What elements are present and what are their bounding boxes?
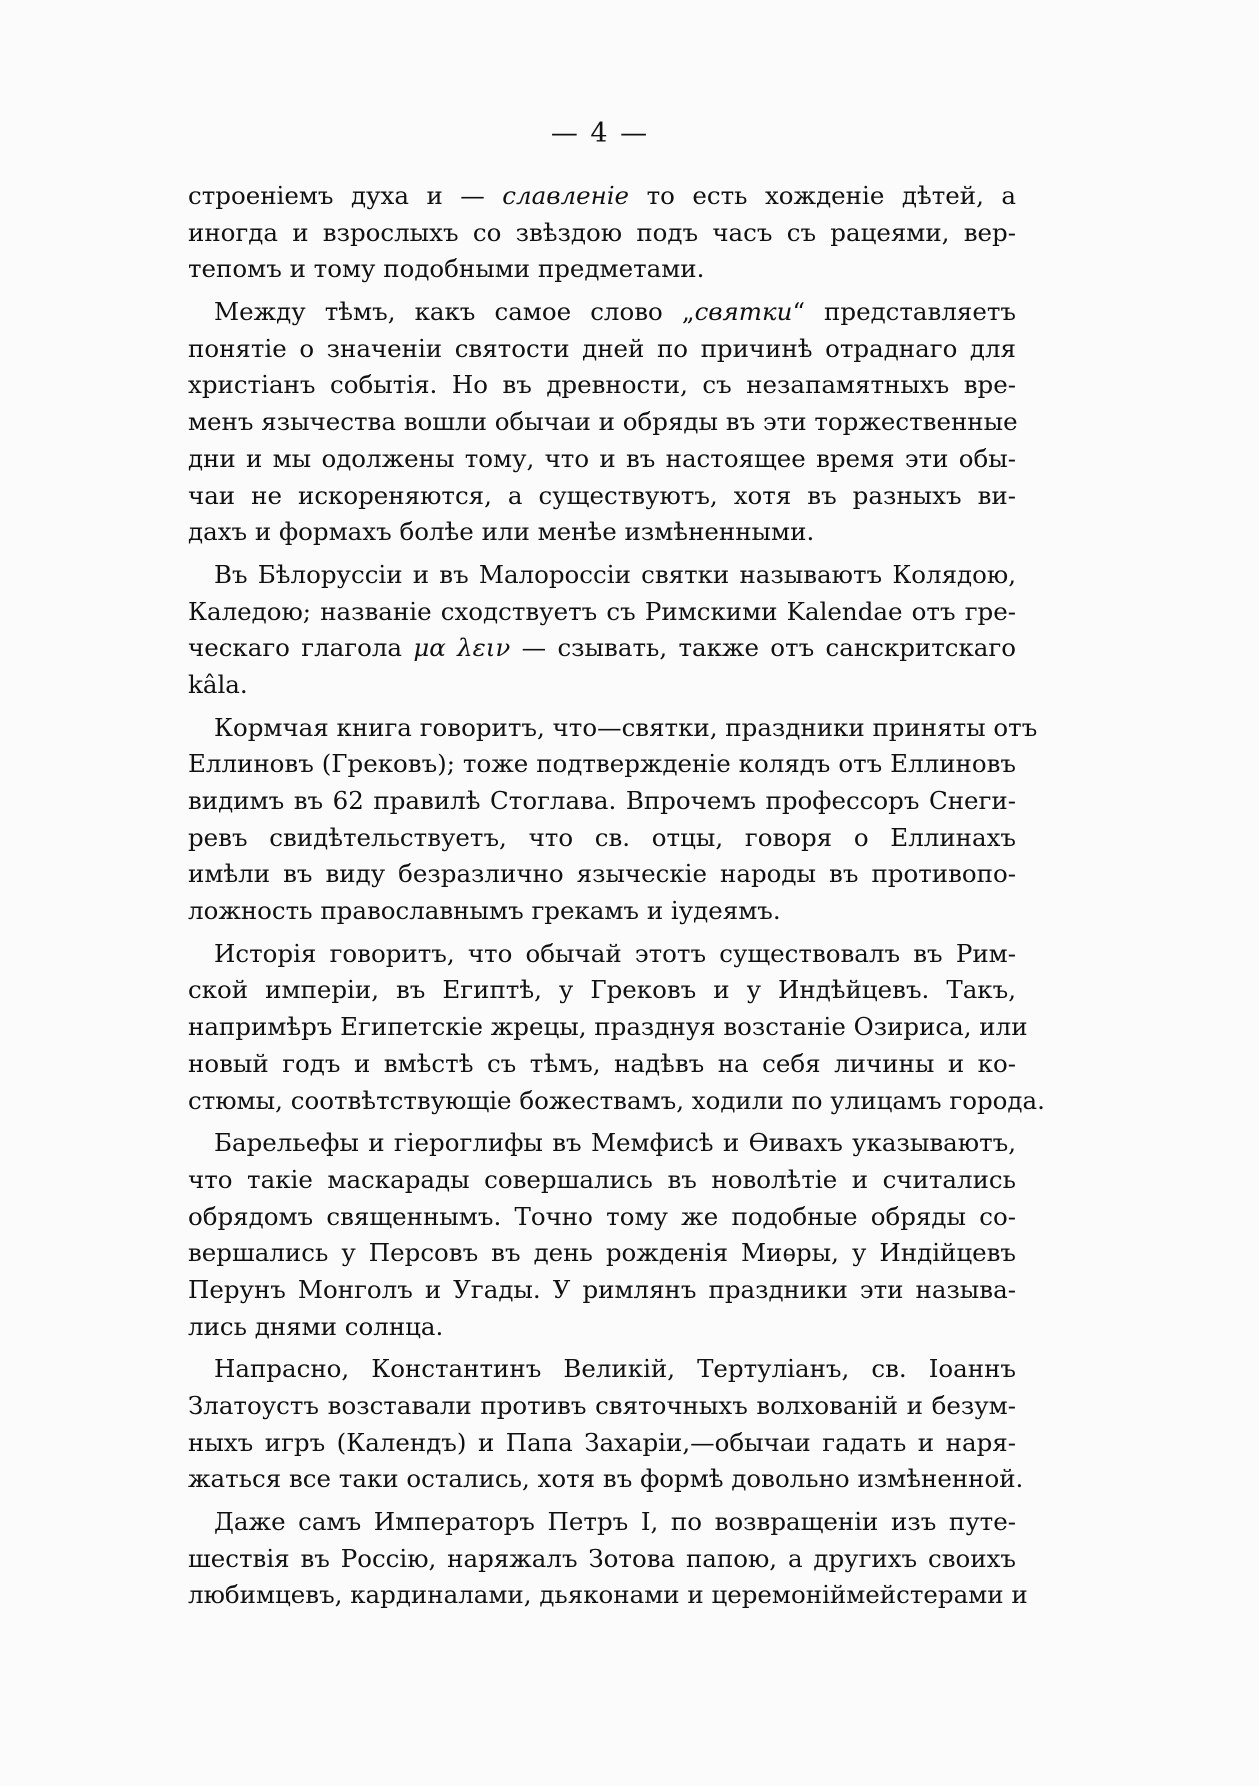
- text-line: [188, 1504, 1016, 1541]
- text-line: [188, 972, 1016, 1009]
- text-line: [188, 1125, 1016, 1162]
- text-run: ложность православнымъ грекамъ и іудеямъ.: [188, 896, 781, 926]
- text-line: [188, 367, 1016, 404]
- text-line: [188, 856, 1016, 893]
- text-line: [188, 746, 1016, 783]
- italic-term: μα λειν: [413, 633, 511, 663]
- text-run: Златоустъ возставали противъ святочныхъ волхованій и безум-: [188, 1391, 1016, 1420]
- text-line: [188, 1388, 1016, 1425]
- text-line: [188, 331, 1016, 368]
- text-run: kâla.: [188, 669, 248, 699]
- text-line: [188, 630, 1016, 667]
- text-line: [188, 1162, 1016, 1199]
- text-run: чаи не искореняются, а существуютъ, хотя въ разныхъ ви-: [188, 480, 1016, 510]
- text-run: Даже самъ Императоръ Петръ I, по возвращеніи изъ путе-: [214, 1507, 1016, 1537]
- text-run: дни и мы одолжены тому, что и въ настоящее время эти обы-: [188, 443, 1016, 473]
- paragraph: [188, 178, 1016, 288]
- text-line: [188, 404, 1016, 441]
- text-line: [188, 1199, 1016, 1236]
- text-run: обрядомъ священнымъ. Точно тому же подобные обряды со-: [188, 1201, 1016, 1231]
- text-run: Каледою; названіе сходствуетъ съ Римскими Kalendae отъ гре-: [188, 596, 1016, 626]
- text-run: напримѣръ Египетскіе жрецы, празднуя возстаніе Озириса, или: [188, 1012, 1028, 1042]
- text-line: [188, 1541, 1016, 1578]
- text-run: Между тѣмъ, какъ самое слово „: [214, 297, 695, 327]
- text-run: строеніемъ духа и —: [188, 181, 503, 210]
- text-run: Въ Бѣлоруссіи и въ Малороссіи святки называютъ Колядою,: [214, 559, 1016, 589]
- text-line: [188, 1272, 1016, 1309]
- text-run: вершались у Персовъ въ день рожденія Миѳры, у Индійцевъ: [188, 1238, 1016, 1268]
- text-line: [188, 710, 1038, 747]
- text-line: [188, 667, 1016, 704]
- text-line: [188, 1461, 1024, 1498]
- text-line: [188, 294, 1016, 331]
- paragraph: [188, 557, 1016, 704]
- text-line: [188, 1309, 1016, 1346]
- paragraph: [188, 710, 1038, 930]
- text-run: Еллиновъ (Грековъ); тоже подтвержденіе колядъ отъ Еллиновъ: [188, 749, 1016, 779]
- paragraph: [188, 1125, 1016, 1345]
- text-line: [188, 1046, 1016, 1083]
- italic-term: святки: [694, 297, 793, 327]
- text-line: [188, 514, 1016, 551]
- text-line: [188, 178, 1016, 215]
- text-run: имѣли въ виду безразлично языческіе народы въ противопо-: [188, 859, 1016, 889]
- page-number: — 4 —: [550, 118, 650, 149]
- text-run: любимцевъ, кардиналами, дьяконами и церемонiймейстерами и: [188, 1580, 1028, 1610]
- text-run: Перунъ Монголъ и Угады. У римлянъ праздники эти называ-: [188, 1274, 1016, 1304]
- text-run: жаться все таки остались, хотя въ формѣ довольно измѣненной.: [188, 1464, 1024, 1494]
- text-run: дахъ и формахъ болѣе или менѣе измѣненными.: [188, 517, 815, 547]
- text-run: тепомъ и тому подобными предметами.: [188, 254, 705, 284]
- text-line: [188, 1577, 1028, 1614]
- body-text: [188, 178, 1045, 1614]
- text-line: [188, 478, 1016, 515]
- text-run: стюмы, соотвѣтствующіе божествамъ, ходили по улицамъ города.: [188, 1085, 1045, 1115]
- text-run: видимъ въ 62 правилѣ Стоглава. Впрочемъ профессоръ Снеги-: [188, 786, 1016, 815]
- text-run: ческаго глагола: [188, 633, 414, 663]
- text-line: [188, 1425, 1016, 1462]
- text-run: лись днями солнца.: [188, 1311, 444, 1341]
- text-line: [188, 251, 1016, 288]
- text-run: менъ язычества вошли обычаи и обряды въ эти торжественные: [188, 407, 1018, 437]
- text-line: [188, 557, 1016, 594]
- text-run: иногда и взрослыхъ со звѣздою подъ часъ съ рацеями, вер-: [188, 217, 1016, 247]
- text-line: [188, 1083, 1045, 1120]
- text-line: [188, 783, 1016, 820]
- text-line: [188, 936, 1016, 973]
- text-line: [188, 594, 1016, 631]
- paragraph: [188, 1504, 1028, 1614]
- text-line: [188, 893, 1016, 930]
- text-line: [188, 441, 1016, 478]
- text-line: [188, 1235, 1016, 1272]
- paragraph: [188, 294, 1016, 551]
- text-run: “ представляетъ: [792, 297, 1016, 327]
- text-run: шествія въ Россію, наряжалъ Зотова папою, а другихъ своихъ: [188, 1543, 1016, 1573]
- italic-term: славленіе: [502, 181, 630, 210]
- text-run: Исторія говоритъ, что обычай этотъ существовалъ въ Рим-: [214, 938, 1016, 968]
- text-run: ныхъ игръ (Календъ) и Папа Захаріи,—обычаи гадать и наря-: [188, 1427, 1016, 1457]
- text-run: новый годъ и вмѣстѣ съ тѣмъ, надѣвъ на себя личины и ко-: [188, 1048, 1016, 1078]
- text-line: [188, 215, 1016, 252]
- text-run: — сзывать, также отъ санскритскаго: [510, 633, 1016, 663]
- paragraph: [188, 1351, 1024, 1498]
- text-line: [188, 1351, 1016, 1388]
- text-run: что такіе маскарады совершались въ новолѣтіе и считались: [188, 1164, 1016, 1194]
- text-line: [188, 820, 1016, 857]
- text-line: [188, 1009, 1028, 1046]
- text-run: христіанъ событія. Но въ древности, съ незапамятныхъ вре-: [188, 370, 1016, 400]
- text-run: Напрасно, Константинъ Великій, Тертуліанъ, св. Іоаннъ: [214, 1354, 1016, 1384]
- text-run: Кормчая книга говоритъ, что—святки, праздники приняты отъ: [214, 712, 1038, 742]
- text-run: ревъ свидѣтельствуетъ, что св. отцы, говоря о Еллинахъ: [188, 822, 1016, 852]
- text-run: понятіе о значеніи святости дней по причинѣ отраднаго для: [188, 333, 1016, 363]
- text-run: то есть хожденіе дѣтей, а: [629, 181, 1016, 210]
- text-run: ской имперіи, въ Египтѣ, у Грековъ и у Индѣйцевъ. Такъ,: [188, 975, 1016, 1005]
- paragraph: [188, 936, 1045, 1119]
- text-run: Барельефы и гіероглифы въ Мемфисѣ и Ѳивахъ указываютъ,: [214, 1128, 1016, 1158]
